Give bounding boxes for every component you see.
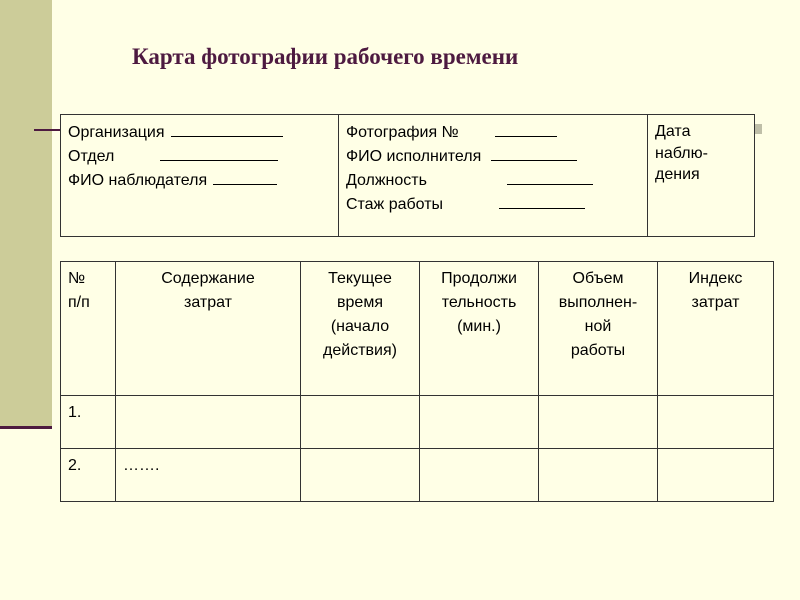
position-label: Должность <box>345 172 427 189</box>
experience-line <box>346 193 640 217</box>
performer-blank[interactable] <box>491 147 577 161</box>
col-header-content-line-2: затрат <box>184 294 232 311</box>
photo-number-blank[interactable] <box>495 123 557 137</box>
observer-blank[interactable] <box>213 171 277 185</box>
col-header-content-line-1: Содержание <box>161 270 255 287</box>
department-label: Отдел <box>68 148 115 165</box>
col-header-index-line-1: Индекс <box>688 270 743 287</box>
header-cell-date <box>648 115 755 237</box>
table-cell[interactable] <box>539 395 658 448</box>
experience-label: Стаж работы <box>345 196 444 213</box>
position-blank[interactable] <box>507 171 593 185</box>
col-header-index-line-2: затрат <box>691 294 740 311</box>
table-cell[interactable] <box>301 448 420 501</box>
position-line <box>346 169 640 193</box>
performer-label: ФИО исполнителя <box>345 148 482 165</box>
col-header-volume-line-2: выполнен- <box>558 294 638 311</box>
photo-number-line <box>346 121 640 145</box>
table-row <box>61 448 774 501</box>
col-header-current-time-line-1: Текущее <box>328 270 392 287</box>
table-cell[interactable] <box>420 395 539 448</box>
header-cell-photo <box>338 115 647 237</box>
col-header-volume-line-3: ной <box>584 318 612 335</box>
col-header-index <box>658 262 774 396</box>
photo-number-label: Фотография № <box>345 124 459 141</box>
date-label-line-3: дения <box>655 166 700 184</box>
table-cell[interactable] <box>420 448 539 501</box>
left-decor-underline <box>0 426 52 429</box>
table-cell[interactable] <box>658 448 774 501</box>
col-header-duration <box>420 262 539 396</box>
col-header-current-time <box>301 262 420 396</box>
table-cell[interactable] <box>539 448 658 501</box>
observer-label: ФИО наблюдателя <box>68 172 208 189</box>
col-header-content <box>116 262 301 396</box>
performer-line <box>346 145 640 169</box>
organization-line <box>68 121 331 145</box>
col-header-current-time-line-3: (начало <box>330 318 390 335</box>
date-label-line-1: Дата <box>655 123 691 140</box>
col-header-volume-line-1: Объем <box>572 270 624 287</box>
department-line <box>68 145 331 169</box>
table-row <box>61 395 774 448</box>
organization-blank[interactable] <box>171 123 283 137</box>
col-header-duration-line-2: тельность <box>441 294 517 311</box>
date-label-line-2: наблю- <box>655 144 708 162</box>
header-cell-organization <box>61 115 339 237</box>
left-decor-bar <box>0 0 52 428</box>
col-header-duration-line-1: Продолжи <box>441 270 517 287</box>
table-cell: 2. <box>61 448 116 501</box>
col-header-number-line-1: № <box>68 270 86 287</box>
col-header-duration-line-3: (мин.) <box>457 318 501 335</box>
col-header-number-line-2: п/п <box>68 294 90 311</box>
department-blank[interactable] <box>160 147 278 161</box>
table-cell[interactable] <box>116 395 301 448</box>
table-cell[interactable] <box>301 395 420 448</box>
experience-blank[interactable] <box>499 195 585 209</box>
col-header-volume-line-4: работы <box>570 342 626 359</box>
col-header-volume <box>539 262 658 396</box>
observer-line <box>68 169 331 193</box>
timesheet-table <box>60 261 774 502</box>
table-cell[interactable]: ……. <box>116 448 301 501</box>
col-header-current-time-line-2: время <box>337 294 383 311</box>
table-cell: 1. <box>61 395 116 448</box>
table-header-row <box>61 262 774 396</box>
col-header-current-time-line-4: действия) <box>323 342 397 359</box>
col-header-number <box>61 262 116 396</box>
organization-label: Организация <box>68 124 165 141</box>
table-cell[interactable] <box>658 395 774 448</box>
header-info-table <box>60 114 755 237</box>
page-title: Карта фотографии рабочего времени <box>132 44 519 69</box>
